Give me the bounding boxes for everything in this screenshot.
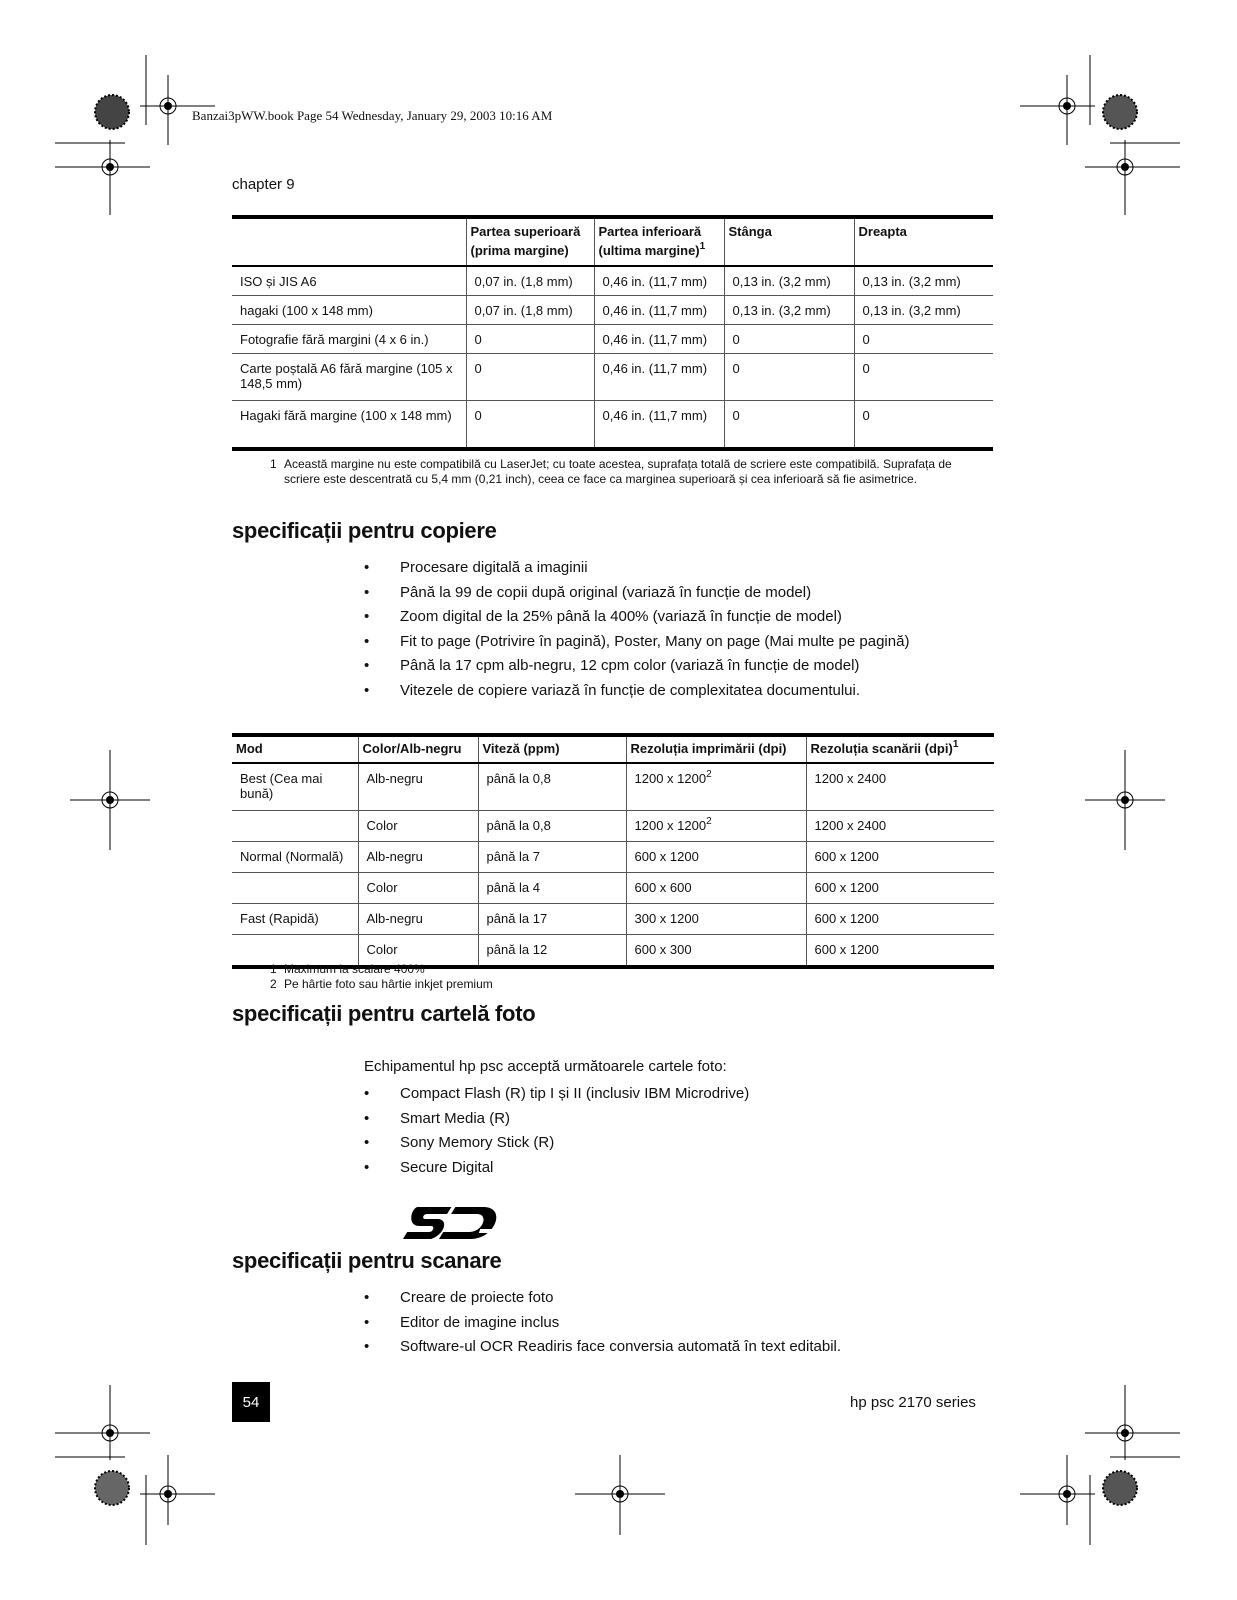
bullet-icon: • xyxy=(364,1338,370,1355)
table-cell: până la 17 xyxy=(478,904,626,935)
table-cell: Color xyxy=(358,873,478,904)
section-title-copy: specificații pentru copiere xyxy=(232,518,497,543)
table-cell: Color xyxy=(358,935,478,968)
footnote-text: Maximum la scalare 400% xyxy=(284,962,425,976)
list-item-text: Vitezele de copiere variază în funcție de complexitatea documentului. xyxy=(400,681,860,699)
table-cell: 0,07 in. (1,8 mm) xyxy=(466,296,594,325)
table-cell: până la 7 xyxy=(478,842,626,873)
color-wheel-icon xyxy=(95,95,129,129)
list-item-text: Software-ul OCR Readiris face conversia automată în text editabil. xyxy=(400,1338,842,1355)
list-item-text: Compact Flash (R) tip I și II (inclusiv IBM Microdrive) xyxy=(400,1085,750,1102)
table-cell: 0 xyxy=(724,401,854,450)
footer-product-name: hp psc 2170 series xyxy=(850,1394,976,1411)
table-cell: Alb-negru xyxy=(358,763,478,811)
footnote-text: Pe hârtie foto sau hârtie inkjet premium xyxy=(284,977,493,991)
cell-text: 1200 x 1200 xyxy=(634,771,707,786)
table-cell: Carte poștală A6 fără margine (105 x 148,5 mm) xyxy=(232,354,466,401)
table-cell: 0,13 in. (3,2 mm) xyxy=(854,266,993,296)
table-cell: 0,46 in. (11,7 mm) xyxy=(594,354,724,401)
bullet-icon: • xyxy=(364,657,370,674)
table-header-cell: Viteză (ppm) xyxy=(478,735,626,763)
list-item-text: Sony Memory Stick (R) xyxy=(400,1134,555,1151)
footnote-number: 2 xyxy=(270,977,277,991)
table-cell: Alb-negru xyxy=(358,842,478,873)
list-item-text: Procesare digitală a imaginii xyxy=(400,559,588,576)
cell-text: 600 x 300 xyxy=(634,942,692,957)
list-item xyxy=(364,1107,749,1132)
list-item xyxy=(364,679,909,704)
copy-specs-table xyxy=(232,733,994,969)
table-cell: Best (Cea mai bună) xyxy=(232,763,358,811)
table-header-cell: Partea superioară (prima margine) xyxy=(466,217,594,266)
table-cell: Normal (Normală) xyxy=(232,842,358,873)
bullet-icon: • xyxy=(364,681,370,699)
table-cell: Fast (Rapidă) xyxy=(232,904,358,935)
table-cell: 0 xyxy=(466,354,594,401)
list-item xyxy=(364,654,909,679)
table-header-cell: Rezoluția imprimării (dpi) xyxy=(626,735,806,763)
color-wheel-icon xyxy=(95,1471,129,1505)
table-cell: 0 xyxy=(854,354,993,401)
bullet-icon: • xyxy=(364,559,370,576)
margins-footnote xyxy=(270,457,970,487)
table-cell: ISO și JIS A6 xyxy=(232,266,466,296)
table-cell: 0,46 in. (11,7 mm) xyxy=(594,296,724,325)
footnote-text: Această margine nu este compatibilă cu LaserJet; cu toate acestea, suprafața totală de scriere este compatibilă. Suprafața de scriere este descentrată cu 5,4 mm (0,21 inch), ceea ce face ca marginea superioară și cea inferioară să fie asimetrice. xyxy=(284,457,952,486)
table-cell: 600 x 1200 xyxy=(806,842,994,873)
table-cell xyxy=(232,873,358,904)
table-header-cell: Stânga xyxy=(724,217,854,266)
list-item xyxy=(364,1131,749,1156)
table-cell: 1200 x 2400 xyxy=(806,811,994,842)
bullet-icon: • xyxy=(364,583,370,601)
footnote-marker: 2 xyxy=(706,816,712,827)
list-item xyxy=(364,1156,749,1181)
table-cell: 0,13 in. (3,2 mm) xyxy=(724,296,854,325)
table-header-cell xyxy=(232,217,466,266)
table-row xyxy=(232,842,994,873)
color-wheel-icon xyxy=(1103,1471,1137,1505)
margins-table xyxy=(232,215,993,451)
table-cell xyxy=(232,811,358,842)
table-row xyxy=(232,354,993,401)
table-cell: 0,46 in. (11,7 mm) xyxy=(594,266,724,296)
table-row xyxy=(232,401,993,450)
table-cell xyxy=(626,842,806,873)
list-item xyxy=(364,1082,749,1107)
table-cell: 0 xyxy=(466,401,594,450)
cell-text: 1200 x 1200 xyxy=(634,818,707,833)
footnote-number: 1 xyxy=(270,457,277,471)
table-cell: 600 x 1200 xyxy=(806,904,994,935)
table-cell: până la 4 xyxy=(478,873,626,904)
list-item-text: Fit to page (Potrivire în pagină), Poster, Many on page (Mai multe pe pagină) xyxy=(400,632,910,650)
table-header-cell: Mod xyxy=(232,735,358,763)
table-cell: 600 x 1200 xyxy=(806,935,994,968)
table-row xyxy=(232,904,994,935)
table-cell xyxy=(626,763,806,811)
bullet-icon: • xyxy=(364,1109,370,1127)
list-item xyxy=(364,1286,841,1311)
bullet-icon: • xyxy=(364,1134,370,1151)
list-item xyxy=(364,605,909,630)
table-row xyxy=(232,266,993,296)
table-header-text: Rezoluția scanării (dpi) xyxy=(810,741,953,756)
table-cell: 0,46 in. (11,7 mm) xyxy=(594,401,724,450)
table-cell: Hagaki fără margine (100 x 148 mm) xyxy=(240,408,452,423)
list-item xyxy=(364,581,909,606)
table-cell: Alb-negru xyxy=(358,904,478,935)
table-header-cell: Dreapta xyxy=(854,217,993,266)
photo-card-intro: Echipamentul hp psc acceptă următoarele cartele foto: xyxy=(364,1058,727,1075)
section-title-scan: specificații pentru scanare xyxy=(232,1248,502,1273)
cell-text: 600 x 1200 xyxy=(634,849,699,864)
table-cell xyxy=(626,873,806,904)
chapter-label: chapter 9 xyxy=(232,176,295,193)
table-cell xyxy=(626,811,806,842)
list-item-text: Până la 17 cpm alb-negru, 12 cpm color (variază în funcție de model) xyxy=(400,657,860,674)
copy-bullet-list xyxy=(364,556,909,703)
footnote-marker: 2 xyxy=(706,769,712,780)
bullet-icon: • xyxy=(364,1313,370,1331)
table-row xyxy=(232,763,994,811)
footnote-marker: 1 xyxy=(952,739,959,750)
list-item xyxy=(364,630,909,655)
bullet-icon: • xyxy=(364,632,370,650)
table-header-cell: Color/Alb-negru xyxy=(358,735,478,763)
table-cell xyxy=(626,904,806,935)
sd-card-logo xyxy=(402,1205,506,1243)
table-cell: 0,13 in. (3,2 mm) xyxy=(724,266,854,296)
table-cell: până la 12 xyxy=(478,935,626,968)
table-cell: 0 xyxy=(854,401,993,450)
table-cell: 0,46 in. (11,7 mm) xyxy=(594,325,724,354)
table-row xyxy=(232,325,993,354)
table-header-row xyxy=(232,735,994,763)
table-cell: Color xyxy=(358,811,478,842)
footnote-marker: 1 xyxy=(699,241,706,252)
table-cell: hagaki (100 x 148 mm) xyxy=(232,296,466,325)
page-number: 54 xyxy=(232,1382,270,1422)
table-cell: 0 xyxy=(724,354,854,401)
list-item-text: Creare de proiecte foto xyxy=(400,1289,554,1306)
table-cell: 1200 x 2400 xyxy=(806,763,994,811)
list-item-text: Secure Digital xyxy=(400,1158,494,1176)
cell-text: 600 x 600 xyxy=(634,880,692,895)
table-header-row xyxy=(232,217,993,266)
table-header-cell xyxy=(806,735,994,763)
table-cell: 0,13 in. (3,2 mm) xyxy=(854,296,993,325)
list-item xyxy=(364,1335,841,1360)
table-cell: până la 0,8 xyxy=(478,763,626,811)
table-row xyxy=(232,811,994,842)
list-item-text: Editor de imagine inclus xyxy=(400,1313,560,1331)
print-header: Banzai3pWW.book Page 54 Wednesday, January 29, 2003 10:16 AM xyxy=(192,108,553,123)
copy-footnotes xyxy=(270,962,770,992)
table-cell: 0 xyxy=(466,325,594,354)
table-cell: Fotografie fără margini (4 x 6 in.) xyxy=(232,325,466,354)
table-cell: 0 xyxy=(724,325,854,354)
list-item-text: Smart Media (R) xyxy=(400,1109,511,1127)
table-row xyxy=(232,873,994,904)
list-item-text: Până la 99 de copii după original (variază în funcție de model) xyxy=(400,583,812,601)
scan-bullet-list xyxy=(364,1286,841,1360)
cell-text: 300 x 1200 xyxy=(634,911,699,926)
table-cell: până la 0,8 xyxy=(478,811,626,842)
photo-card-bullet-list xyxy=(364,1082,749,1180)
table-cell: 600 x 1200 xyxy=(806,873,994,904)
table-row xyxy=(232,296,993,325)
bullet-icon: • xyxy=(364,1085,370,1102)
table-cell: 0,07 in. (1,8 mm) xyxy=(466,266,594,296)
table-header-text: Partea inferioară (ultima margine) xyxy=(598,224,702,258)
list-item xyxy=(364,1311,841,1336)
section-title-photo-card: specificații pentru cartelă foto xyxy=(232,1001,536,1026)
list-item xyxy=(364,556,909,581)
bullet-icon: • xyxy=(364,1158,370,1176)
color-wheel-icon xyxy=(1103,95,1137,129)
table-cell: 0 xyxy=(854,325,993,354)
bullet-icon: • xyxy=(364,1289,370,1306)
list-item-text: Zoom digital de la 25% până la 400% (variază în funcție de model) xyxy=(400,608,842,625)
table-header-cell xyxy=(594,217,724,266)
footnote-number: 1 xyxy=(270,962,277,976)
bullet-icon: • xyxy=(364,608,370,625)
